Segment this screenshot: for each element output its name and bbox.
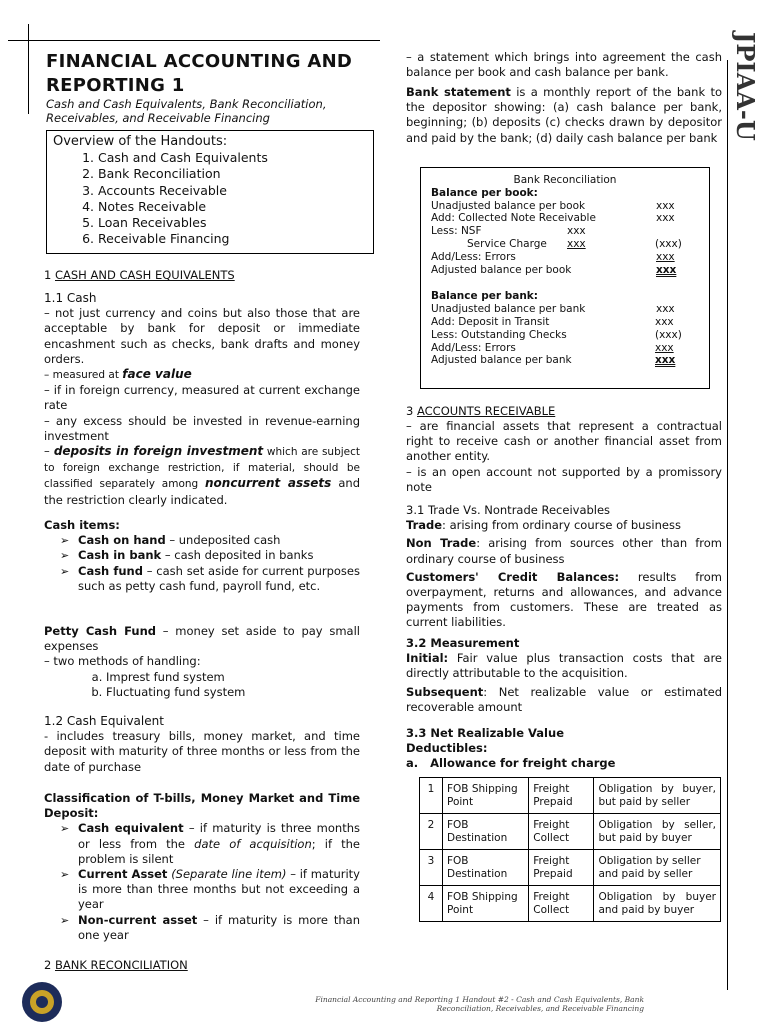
overview-item: 6. Receivable Financing <box>98 231 367 247</box>
table-row: Adjusted balance per bank xxx <box>431 354 676 367</box>
deductibles-label: Deductibles: <box>406 741 488 756</box>
trade-section <box>406 503 722 631</box>
ar-definition-2: – is an open account not supported by a promissory note <box>406 464 722 494</box>
measurement-heading: 3.2 Measurement <box>406 636 520 650</box>
overview-item: 4. Notes Receivable <box>98 199 367 215</box>
page-title: FINANCIAL ACCOUNTING AND REPORTING 1 <box>46 51 353 96</box>
overview-heading: Overview of the Handouts: <box>53 134 228 149</box>
list-item: ➢ Current Asset (Separate line item) – if maturity is more than three months but not exceeding a year <box>60 867 360 913</box>
ar-definitions <box>406 419 722 495</box>
customer-credit-line: Customers' Credit Balances: results from overpayment, returns and allowances, and advance payments from customers. These are treated as current liabilities. <box>406 569 722 630</box>
brand-logo: JPIAA-U <box>731 32 760 141</box>
classification-list <box>44 821 360 943</box>
list-item: ➢ Cash in bank – cash deposited in banks <box>60 548 360 563</box>
list-item: b. Fluctuating fund system <box>106 685 360 700</box>
initial-line: Initial: Fair value plus transaction costs that are directly attributable to the acquisition. <box>406 651 722 681</box>
table-row: Unadjusted balance per bank xxx <box>431 303 675 316</box>
header-rule-vertical <box>28 24 29 114</box>
table-row: Add: Deposit in Transit xxx <box>431 315 674 328</box>
page-footer: Financial Accounting and Reporting 1 Handout #2 - Cash and Cash Equivalents, Bank Reconciliation, Receivables, and Receivable Financing <box>315 995 644 1013</box>
methods-list <box>44 670 360 700</box>
cash-equivalent-heading: 1.2 Cash Equivalent <box>44 714 164 728</box>
seal-logo-core <box>36 996 48 1008</box>
overview-item: 1. Cash and Cash Equivalents <box>98 150 367 166</box>
recon-definition: – a statement which brings into agreement the cash balance per book and cash balance per bank. <box>406 50 722 80</box>
section-2-heading: 2 BANK RECONCILIATION <box>44 958 188 972</box>
table-row: Adjusted balance per book xxx <box>431 263 677 276</box>
trade-line: Trade: arising from ordinary course of business <box>406 518 681 533</box>
nrv-heading: 3.3 Net Realizable Value <box>406 726 564 740</box>
table-row: Less: NSF xxx <box>431 225 586 238</box>
ar-definition-1: – are financial assets that represent a contractual right to receive cash or another financial asset from another entity. <box>406 419 722 464</box>
cash-section <box>44 291 360 508</box>
spacer <box>431 276 699 290</box>
book-heading: Balance per book: <box>431 186 538 199</box>
margin-rule <box>727 60 728 990</box>
excess-line: – any excess should be invested in revenue-earning investment <box>44 413 360 443</box>
cash-equivalent-section <box>44 714 360 775</box>
recon-title: Bank Reconciliation <box>513 174 617 186</box>
table-row: 4 FOB Shipping Point Freight Collect Obligation by buyer and paid by buyer <box>420 886 721 922</box>
nontrade-line: Non Trade: arising from sources other than from ordinary course of business <box>406 536 722 566</box>
header-rule <box>8 40 380 41</box>
fob-table <box>419 777 721 922</box>
overview-list <box>53 150 367 248</box>
overview-item: 2. Bank Reconciliation <box>98 166 367 182</box>
table-row: 2 FOB Destination Freight Collect Obligation by seller, but paid by buyer <box>420 814 721 850</box>
classification-heading: Classification of T-bills, Money Market and Time Deposit: <box>44 791 360 821</box>
overview-box <box>46 130 374 254</box>
classification-section <box>44 791 360 943</box>
foreign-currency-line: – if in foreign currency, measured at current exchange rate <box>44 383 360 413</box>
subsequent-line: Subsequent: Net realizable value or estimated recoverable amount <box>406 684 722 714</box>
bank-reconciliation-box <box>420 167 710 389</box>
methods-line: – two methods of handling: <box>44 654 201 669</box>
list-item: ➢ Non-current asset – if maturity is more than one year <box>60 913 360 943</box>
cash-items-list <box>44 533 360 594</box>
table-row: Add: Collected Note Receivable xxx <box>431 212 675 225</box>
page-subtitle: Cash and Cash Equivalents, Bank Reconciliation, Receivables, and Receivable Financing <box>46 97 327 125</box>
table-row: Add/Less: Errors xxx <box>431 250 675 263</box>
cash-definition: – not just currency and coins but also those that are acceptable by bank for deposit or immediate encashment such as checks, bank drafts and money orders. <box>44 306 360 366</box>
deposits-line: – deposits in foreign investment which are subject to foreign exchange restriction, if material, should be classified separately among noncurrent assets and the restriction clearly indicated. <box>44 444 361 507</box>
section-3-heading: 3 ACCOUNTS RECEIVABLE <box>406 404 556 418</box>
overview-item: 3. Accounts Receivable <box>98 183 367 199</box>
petty-cash-section <box>44 624 360 700</box>
freight-heading: a. Allowance for freight charge <box>406 756 616 771</box>
table-row: 1 FOB Shipping Point Freight Prepaid Obligation by buyer, but paid by seller <box>420 778 721 814</box>
section-1-heading: 1 CASH AND CASH EQUIVALENTS <box>44 268 235 282</box>
overview-item: 5. Loan Receivables <box>98 215 367 231</box>
table-row: Less: Outstanding Checks (xxx) <box>431 328 682 341</box>
table-row: Service Charge xxx (xxx) <box>467 237 682 250</box>
list-item: a. Imprest fund system <box>106 670 360 685</box>
cash-heading: 1.1 Cash <box>44 291 97 305</box>
cash-items-heading: Cash items: <box>44 518 120 532</box>
list-item: ➢ Cash equivalent – if maturity is three months or less from the date of acquisition; if the problem is silent <box>60 821 360 867</box>
list-item: ➢ Cash fund – cash set aside for current purposes such as petty cash fund, payroll fund, etc. <box>60 564 360 594</box>
measured-line: – measured at face value <box>44 367 192 382</box>
trade-heading: 3.1 Trade Vs. Nontrade Receivables <box>406 503 611 517</box>
cash-equivalent-definition: - includes treasury bills, money market, and time deposit with maturity of three months or less from the date of purchase <box>44 729 360 774</box>
nrv-section <box>406 726 722 772</box>
list-item: ➢ Cash on hand – undeposited cash <box>60 533 360 548</box>
table-row: 3 FOB Destination Freight Prepaid Obligation by seller and paid by seller <box>420 850 721 886</box>
petty-cash-line: Petty Cash Fund – money set aside to pay small expenses <box>44 624 360 654</box>
cash-items-section <box>44 518 360 594</box>
bank-heading: Balance per bank: <box>431 290 538 303</box>
measurement-section <box>406 636 722 715</box>
table-row: Unadjusted balance per book xxx <box>431 199 675 212</box>
table-row: Add/Less: Errors xxx <box>431 341 674 354</box>
bank-statement-paragraph: Bank statement is a monthly report of the bank to the depositor showing: (a) cash balance per bank, beginning; (b) deposits (c) checks drawn by depositor and paid by the bank; (d) daily cash balance per bank <box>406 85 722 145</box>
